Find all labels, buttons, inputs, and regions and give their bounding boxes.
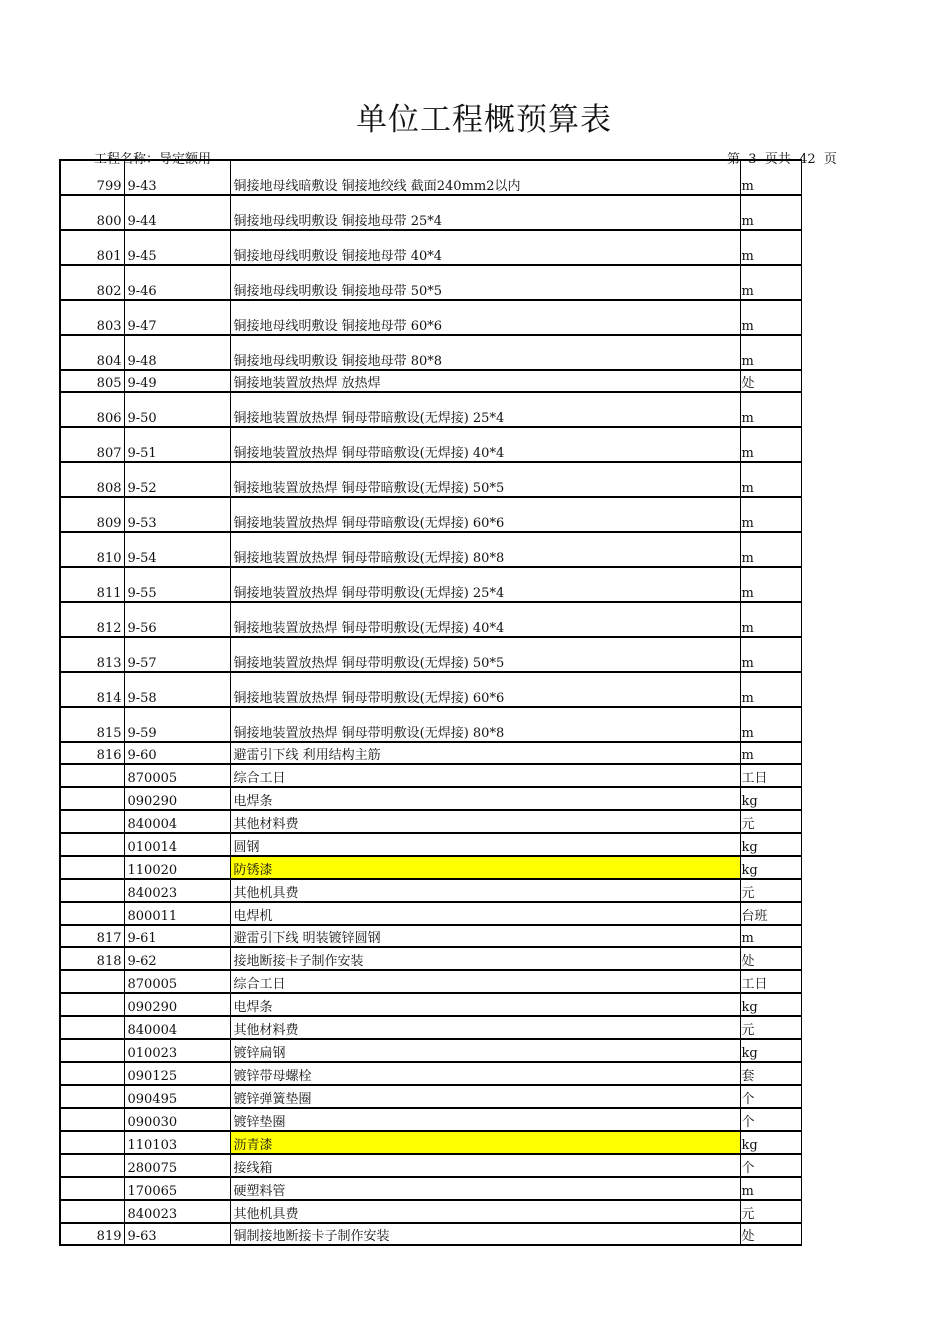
item-code-cell: 110103 [124,1131,230,1154]
table-row [60,1062,801,1085]
item-code-cell: 280075 [124,1154,230,1177]
table-row [60,1108,801,1131]
row-number-cell [60,810,124,833]
unit-cell: m [740,1177,801,1200]
item-code-cell: 9-60 [124,742,230,764]
unit-cell: kg [740,1039,801,1062]
item-code-cell: 9-47 [124,300,230,335]
item-code-cell: 9-59 [124,707,230,742]
unit-cell: 处 [740,370,801,392]
row-number-cell: 819 [60,1223,124,1245]
table-row [60,970,801,993]
table-row [60,532,801,567]
table-row [60,1177,801,1200]
table-row [60,787,801,810]
item-code-cell: 9-55 [124,567,230,602]
table-row [60,879,801,902]
item-name-cell: 铜接地装置放热焊 铜母带暗敷设(无焊接) 50*5 [230,462,740,497]
table-row [60,462,801,497]
item-name-cell: 铜接地装置放热焊 铜母带明敷设(无焊接) 25*4 [230,567,740,602]
item-name-cell: 铜接地装置放热焊 铜母带明敷设(无焊接) 80*8 [230,707,740,742]
unit-cell: m [740,742,801,764]
item-name-cell: 铜接地母线暗敷设 铜接地绞线 截面240mm2以内 [230,160,740,195]
table-row [60,497,801,532]
item-code-cell: 9-50 [124,392,230,427]
table-row [60,160,801,195]
unit-cell: m [740,672,801,707]
item-code-cell: 840004 [124,1016,230,1039]
unit-cell: m [740,265,801,300]
unit-cell: m [740,497,801,532]
table-row [60,265,801,300]
table-row [60,300,801,335]
row-number-cell [60,833,124,856]
item-code-cell: 9-62 [124,947,230,970]
item-name-cell: 综合工日 [230,970,740,993]
table-row [60,1200,801,1223]
table-row [60,195,801,230]
unit-cell: m [740,707,801,742]
row-number-cell: 810 [60,532,124,567]
unit-cell: m [740,462,801,497]
row-number-cell [60,1131,124,1154]
item-name-cell: 铜制接地断接卡子制作安装 [230,1223,740,1245]
item-code-cell: 840023 [124,1200,230,1223]
row-number-cell: 815 [60,707,124,742]
table-row [60,392,801,427]
item-code-cell: 170065 [124,1177,230,1200]
unit-cell: 个 [740,1085,801,1108]
unit-cell: 工日 [740,764,801,787]
unit-cell: kg [740,833,801,856]
item-name-cell: 综合工日 [230,764,740,787]
item-name-cell: 铜接地母线明敷设 铜接地母带 80*8 [230,335,740,370]
item-code-cell: 9-52 [124,462,230,497]
item-code-cell: 9-44 [124,195,230,230]
unit-cell: m [740,602,801,637]
item-name-cell: 其他机具费 [230,879,740,902]
item-code-cell: 090125 [124,1062,230,1085]
unit-cell: 处 [740,947,801,970]
item-name-cell: 镀锌弹簧垫圈 [230,1085,740,1108]
row-number-cell: 816 [60,742,124,764]
item-name-cell: 铜接地母线明敷设 铜接地母带 40*4 [230,230,740,265]
unit-cell: 台班 [740,902,801,925]
item-code-cell: 840023 [124,879,230,902]
item-code-cell: 800011 [124,902,230,925]
item-code-cell: 9-63 [124,1223,230,1245]
row-number-cell: 812 [60,602,124,637]
row-number-cell: 811 [60,567,124,602]
table-row [60,993,801,1016]
unit-cell: m [740,195,801,230]
table-row [60,856,801,879]
row-number-cell [60,856,124,879]
item-code-cell: 9-51 [124,427,230,462]
table-row [60,764,801,787]
row-number-cell: 818 [60,947,124,970]
unit-cell: kg [740,1131,801,1154]
table-row [60,637,801,672]
item-name-cell: 铜接地母线明敷设 铜接地母带 25*4 [230,195,740,230]
row-number-cell: 801 [60,230,124,265]
row-number-cell [60,787,124,810]
row-number-cell: 807 [60,427,124,462]
row-number-cell [60,1016,124,1039]
budget-table [59,159,802,1246]
table-row [60,902,801,925]
item-name-cell: 硬塑料管 [230,1177,740,1200]
unit-cell: 套 [740,1062,801,1085]
table-row [60,833,801,856]
item-code-cell: 110020 [124,856,230,879]
table-row [60,672,801,707]
item-name-cell: 避雷引下线 明装镀锌圆钢 [230,925,740,947]
item-code-cell: 010014 [124,833,230,856]
table-row [60,1131,801,1154]
unit-cell: 个 [740,1154,801,1177]
table-row [60,707,801,742]
table-row [60,1016,801,1039]
item-name-cell: 铜接地装置放热焊 铜母带明敷设(无焊接) 40*4 [230,602,740,637]
item-code-cell: 9-53 [124,497,230,532]
table-row [60,602,801,637]
table-row [60,1085,801,1108]
row-number-cell: 809 [60,497,124,532]
item-code-cell: 9-61 [124,925,230,947]
row-number-cell [60,764,124,787]
row-number-cell: 817 [60,925,124,947]
item-name-cell: 避雷引下线 利用结构主筋 [230,742,740,764]
item-code-cell: 090290 [124,787,230,810]
unit-cell: m [740,335,801,370]
item-name-cell: 其他材料费 [230,1016,740,1039]
unit-cell: kg [740,993,801,1016]
item-name-cell: 其他材料费 [230,810,740,833]
item-name-cell: 电焊条 [230,993,740,1016]
row-number-cell: 805 [60,370,124,392]
item-code-cell: 9-43 [124,160,230,195]
row-number-cell: 806 [60,392,124,427]
table-row [60,567,801,602]
item-name-cell: 铜接地装置放热焊 铜母带暗敷设(无焊接) 40*4 [230,427,740,462]
item-name-cell: 接地断接卡子制作安装 [230,947,740,970]
item-code-cell: 9-54 [124,532,230,567]
row-number-cell [60,1062,124,1085]
project-name-label: 工程名称：导定额用 [94,152,212,167]
unit-cell: m [740,300,801,335]
item-name-cell: 铜接地装置放热焊 放热焊 [230,370,740,392]
row-number-cell: 808 [60,462,124,497]
row-number-cell: 814 [60,672,124,707]
item-name-cell: 铜接地装置放热焊 铜母带明敷设(无焊接) 60*6 [230,672,740,707]
item-code-cell: 090030 [124,1108,230,1131]
unit-cell: 工日 [740,970,801,993]
item-name-cell: 铜接地装置放热焊 铜母带暗敷设(无焊接) 60*6 [230,497,740,532]
item-code-cell: 840004 [124,810,230,833]
table-row [60,370,801,392]
item-name-cell: 镀锌带母螺栓 [230,1062,740,1085]
table-row [60,742,801,764]
page-title: 单位工程概预算表 [356,102,612,138]
unit-cell: kg [740,787,801,810]
item-code-cell: 010023 [124,1039,230,1062]
item-name-cell: 铜接地母线明敷设 铜接地母带 60*6 [230,300,740,335]
table-row [60,1039,801,1062]
item-code-cell: 090290 [124,993,230,1016]
unit-cell: 元 [740,810,801,833]
row-number-cell [60,1108,124,1131]
row-number-cell [60,993,124,1016]
item-name-cell: 电焊条 [230,787,740,810]
table-row [60,1223,801,1245]
table-row [60,947,801,970]
item-code-cell: 9-49 [124,370,230,392]
item-name-cell: 电焊机 [230,902,740,925]
row-number-cell [60,1039,124,1062]
item-code-cell: 9-48 [124,335,230,370]
item-code-cell: 870005 [124,764,230,787]
item-name-cell: 防锈漆 [230,856,740,879]
unit-cell: 元 [740,879,801,902]
row-number-cell: 804 [60,335,124,370]
item-name-cell: 铜接地装置放热焊 铜母带暗敷设(无焊接) 25*4 [230,392,740,427]
unit-cell: kg [740,856,801,879]
unit-cell: m [740,230,801,265]
row-number-cell [60,902,124,925]
unit-cell: m [740,160,801,195]
unit-cell: m [740,567,801,602]
unit-cell: m [740,532,801,567]
item-name-cell: 铜接地装置放热焊 铜母带明敷设(无焊接) 50*5 [230,637,740,672]
unit-cell: 处 [740,1223,801,1245]
unit-cell: m [740,637,801,672]
row-number-cell [60,1085,124,1108]
table-row [60,810,801,833]
row-number-cell: 803 [60,300,124,335]
item-name-cell: 铜接地母线明敷设 铜接地母带 50*5 [230,265,740,300]
item-name-cell: 铜接地装置放热焊 铜母带暗敷设(无焊接) 80*8 [230,532,740,567]
item-code-cell: 870005 [124,970,230,993]
item-name-cell: 其他机具费 [230,1200,740,1223]
item-code-cell: 9-46 [124,265,230,300]
item-code-cell: 9-57 [124,637,230,672]
row-number-cell [60,879,124,902]
item-name-cell: 镀锌垫圈 [230,1108,740,1131]
page-number-info: 第 3 页共 42 页 [727,152,837,167]
budget-table-body [60,160,801,1245]
table-row [60,427,801,462]
table-row [60,925,801,947]
row-number-cell: 813 [60,637,124,672]
row-number-cell [60,1177,124,1200]
row-number-cell [60,1154,124,1177]
table-row [60,230,801,265]
item-name-cell: 镀锌扁钢 [230,1039,740,1062]
item-name-cell: 圆钢 [230,833,740,856]
row-number-cell [60,970,124,993]
unit-cell: m [740,392,801,427]
unit-cell: 元 [740,1200,801,1223]
table-row [60,335,801,370]
item-code-cell: 9-45 [124,230,230,265]
unit-cell: 元 [740,1016,801,1039]
row-number-cell [60,1200,124,1223]
item-code-cell: 9-58 [124,672,230,707]
unit-cell: 个 [740,1108,801,1131]
item-code-cell: 090495 [124,1085,230,1108]
item-code-cell: 9-56 [124,602,230,637]
table-row [60,1154,801,1177]
row-number-cell: 800 [60,195,124,230]
row-number-cell: 799 [60,160,124,195]
item-name-cell: 接线箱 [230,1154,740,1177]
unit-cell: m [740,925,801,947]
item-name-cell: 沥青漆 [230,1131,740,1154]
unit-cell: m [740,427,801,462]
row-number-cell: 802 [60,265,124,300]
